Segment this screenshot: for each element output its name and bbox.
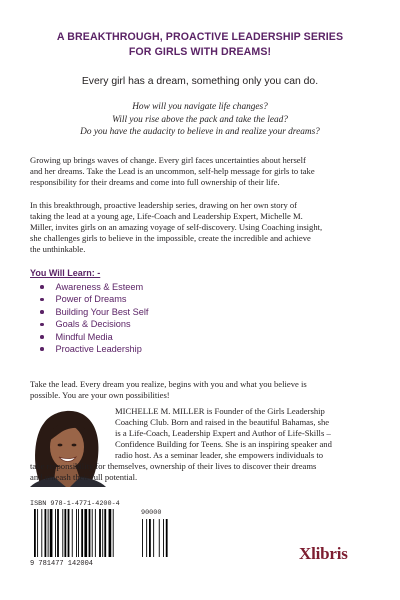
bullet-icon <box>40 335 44 339</box>
learn-item-label: Power of Dreams <box>55 294 127 305</box>
learn-item-label: Goals & Decisions <box>55 319 131 330</box>
author-bio <box>30 406 372 483</box>
barcode-bars-icon <box>34 509 184 559</box>
learn-item-label: Building Your Best Self <box>55 306 149 317</box>
bio-line: is a Life-Coach, Leadership Expert and Author of Life-Skills – <box>115 428 331 438</box>
isbn-number: ISBN 978-1-4771-4200-4 <box>30 500 120 508</box>
intro-line: responsibility for their dreams and come into full ownership of their life. <box>30 177 280 187</box>
learn-item <box>40 318 148 330</box>
publisher-logo: Xlibris <box>299 544 348 563</box>
bio-line: MICHELLE M. MILLER is Founder of the Girls Leadership <box>115 406 325 416</box>
series-line: taking the lead at a young age, Life-Coach and Leadership Expert, Michelle M. <box>30 211 303 221</box>
bullet-icon <box>40 323 44 327</box>
headline <box>40 30 360 60</box>
learn-item <box>40 281 148 293</box>
bio-line: radio host. As a seminar leader, she empowers individuals to <box>115 450 324 460</box>
series-line: In this breakthrough, proactive leadership series, drawing on her own story of <box>30 200 298 210</box>
intro-line: Growing up brings waves of change. Every girl faces uncertainties about herself <box>30 155 306 165</box>
price-code: 90000 <box>141 509 162 517</box>
question-2: Will you rise above the pack and take the lead? <box>112 114 288 125</box>
closing-paragraph <box>30 379 372 401</box>
bio-line: and unleash their full potential. <box>30 472 138 482</box>
tagline: Every girl has a dream, something only you can do. <box>81 76 319 87</box>
headline-line-1: A BREAKTHROUGH, PROACTIVE LEADERSHIP SERIES <box>56 31 344 43</box>
question-1: How will you navigate life changes? <box>132 102 268 112</box>
bullet-icon <box>40 310 44 314</box>
barcode-digits: 9 781477 142004 <box>30 560 94 568</box>
series-line: the unthinkable. <box>30 244 86 254</box>
closing-line: Take the lead. Every dream you realize, begins with you and what you believe is <box>30 379 307 389</box>
bio-line: Coaching Club. Born and raised in the beautiful Bahamas, she <box>115 417 330 427</box>
learn-heading: You Will Learn: - <box>30 268 101 278</box>
learn-item-label: Mindful Media <box>55 331 113 342</box>
learn-item <box>40 306 148 318</box>
series-line: Miller, invites girls on an amazing voyage of self-discovery. Using Coaching insight, <box>30 222 323 232</box>
learn-item <box>40 331 148 343</box>
learn-item-label: Awareness & Esteem <box>55 282 144 292</box>
headline-line-2: FOR GIRLS WITH DREAMS! <box>128 46 272 58</box>
series-paragraph <box>30 200 372 255</box>
learn-list <box>40 281 148 355</box>
bullet-icon <box>40 298 44 302</box>
bio-line: Confidence Building for Teens. She is an inspiring speaker and <box>115 439 332 449</box>
question-3: Do you have the audacity to believe in and realize your dreams? <box>80 127 320 137</box>
learn-item <box>40 343 148 355</box>
questions <box>30 101 370 139</box>
intro-paragraph <box>30 155 372 188</box>
learn-item <box>40 293 148 305</box>
bullet-icon <box>40 285 44 289</box>
intro-line: and her dreams. Take the Lead is an uncommon, self-help message for girls to take <box>30 166 315 176</box>
series-line: she challenges girls to believe in the impossible, create the incredible and achieve <box>30 233 311 243</box>
closing-line: possible. You are your own possibilities! <box>30 390 170 400</box>
bio-line: take responsibility for themselves, ownership of their lives to discover their dreams <box>30 461 317 471</box>
bullet-icon <box>40 347 44 351</box>
learn-item-label: Proactive Leadership <box>55 344 142 355</box>
